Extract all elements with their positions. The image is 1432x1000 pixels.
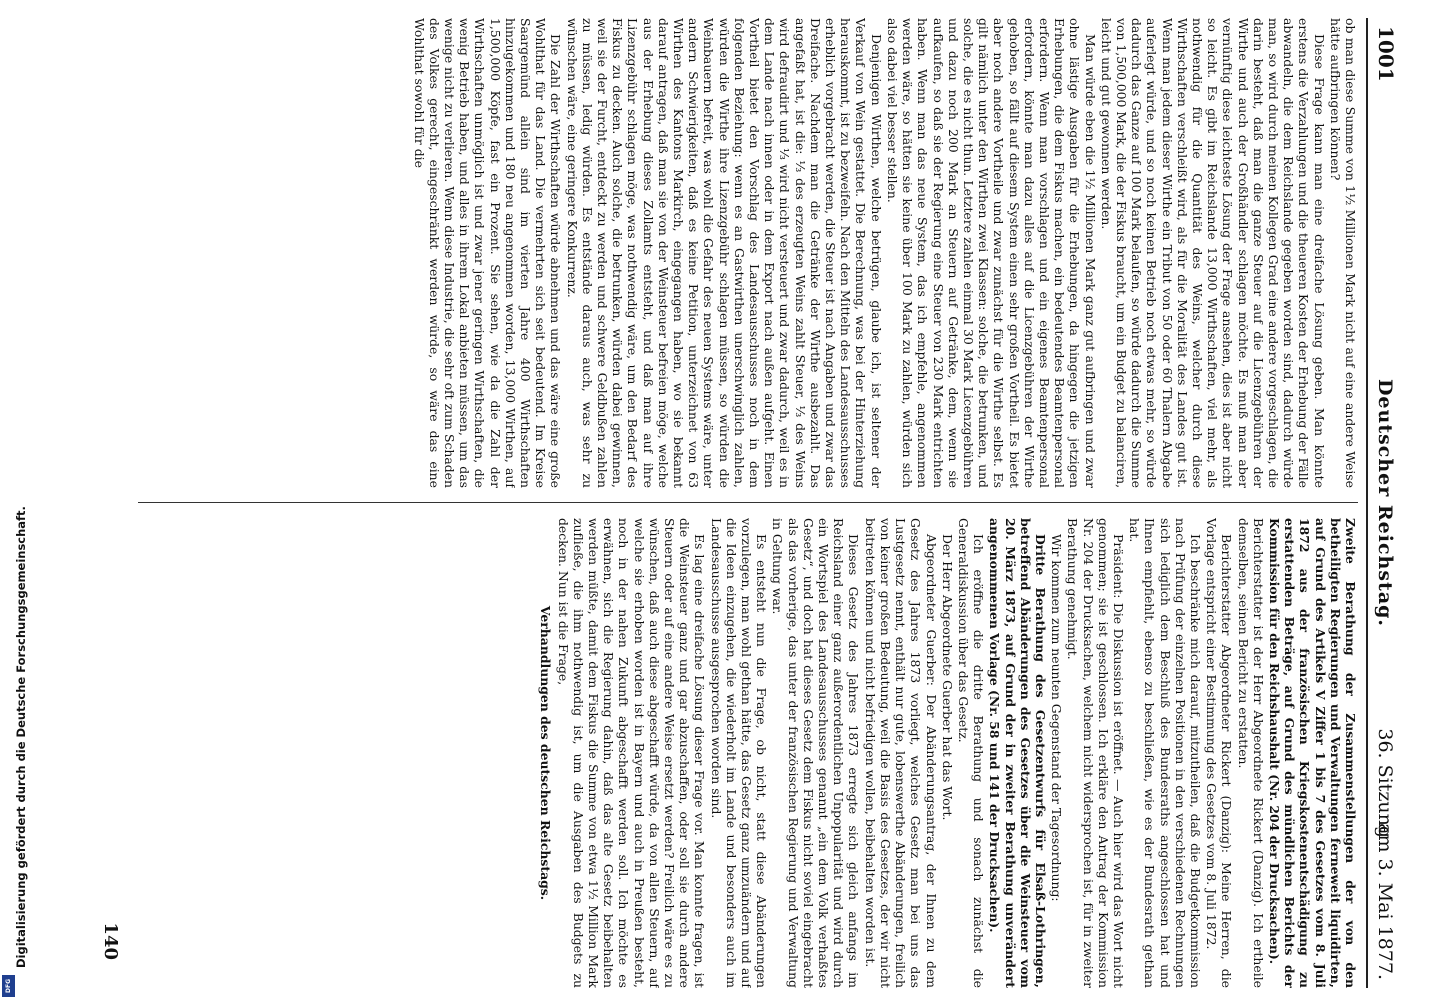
paragraph: Denjenigen Wirthen, welche betrügen, glaube ich, ist seltener der Verkauf von Wein gestattet. Die Berechnung, was bei der Hinterziehung herauskommt, ist zu bezweifeln. Nach den Mitteln des Landesausschusses erheblich vorgebracht werden, die Steuer ist nach Angaben und zwar das Dreifache. Nachdem man die Getränke der Wirthe ausbezahlt. Das angefaßt hat, ist die: ⅓ des erzeugten Weins zahlt Steuer, ⅓ des Weins wird defraudirt und ⅓ wird nicht versteuert und zwar dadurch, weil es in dem Lande nach innen oder in dem Export nach außen aufgeht. Einen Vortheil bietet den Vorschlag des Landesausschusses noch in dem folgenden Beziehung: wenn es an Gastwirthen unerschwinglich zahlen, würden die Wirthe ihre Lizenzgebühr schlagen müssen, so würden die Weinbauern befreit, was wohl die Gefahr des neuen Systems wäre, unter andern Schwierigkeiten, daß es keine Petition, unterzeichnet von 63 Wirthen des Kantons Markirch, eingegangen haben, wo sie bekannt darauf antragen, daß man sie von der Weinsteuer befreien möge, welche aus der Erhebung dieses Zollamts entsteht, und daß man auf ihre Lizenzgebühr schlagen möge, was nothwendig wäre, um den Bedarf des Fiskus zu decken. Auch solche, die betrunken, würden dabei gewinnen, weil sie der Furcht, entdeckt zu werden und schwere Geldbußen zahlen zu müssen, ledig würden. Es entstände daraus auch, was sehr zu wünschen wäre, eine geringere Konkurrenz. bbox=[564, 18, 884, 488]
paragraph: Diese Frage kann man eine dreifache Lösung geben. Man könnte erstens die Verzahlungen und die theueren Kosten der Erhebung der Fälle abwandeln, die dem Reichslande gegeben worden sind, dadurch würde man, so wird durch meinen Kollegen Grad eine andere vorgeschlagen, die darin besteht, daß man die ganze Steuer auf die Licenzgebühren der Wirthe und auch der Großhändler schlagen möchte. Es muß man aber vernünftig diese leichteste Lösung der Frage ansehen, dies ist aber nicht so leicht. Es gibt im Reichslande 13,000 Wirthschaften, viel mehr, als nothwendig für die Quantität des Weins, welcher durch diese Wirthschaften verschleißt wird, als für die Moralität des Landes gut ist. Wenn man jedem dieser Wirthe ein Tribut von 50 oder 60 Thalern Abgabe auferlegt würde, und so noch keinen Betrieb noch etwas mehr, so würde dadurch das Ganze auf 100 Mark belaufen, so würde dadurch die Summe von 1,500,000 Mark, die der Fiskus braucht, um ein Budget zu balanciren, leicht und gut gewonnen werden. bbox=[1098, 18, 1327, 488]
dfg-logo: DFG bbox=[2, 975, 15, 997]
session-date: am 3. Mai 1877. bbox=[1374, 823, 1396, 980]
paragraph: Berichterstatter Abgeordneter Rickert (Danzig): Meine Herren, die Vorlage entspricht einer Bestimmung des Gesetzes vom 8. Juli 1872. bbox=[1204, 518, 1235, 988]
paragraph: Es lag eine dreifache Lösung dieser Frage vor. Man konnte fragen, ist die Weinsteuer ganz und gar abzuschaffen, oder soll sie durch andere Steuern oder auf eine andere Weise ersetzt werden? Freilich wäre es zu wünschen, daß auch diese abgeschafft würde, da von allen Steuern, auf welche sie erhoben worden ist in Bayern und auch in Preußen besteht, noch in der nahen Zukunft abgeschafft werden soll. Ich möchte es erwähnen, sich die Regierung dahin, daß das alte Gesetz beibehalten werden müßte, damit dem Fiskus die Summe von etwa 1½ Million Mark zufließe, die ihm nothwendig ist, um die Ausgaben des Budgets zu decken. Nun ist die Frage, bbox=[555, 518, 708, 988]
paragraph: Die Zahl der Wirthschaften würde abnehmen und das wäre eine große Wohlthat für das Land. Die vermehrten sich seit bedeutend. Im Kreise Saargemünd allein sind im vierten Jahre 400 Wirthschaften hinzugekommen und 180 neu angenommen worden, 13,000 Wirthen, auf 1,500,000 Köpfe, fast ein Prozent. Sie sehen, wie da die Zahl der Wirthschaften unmöglich ist und zwar jener geringen Wirthschaften, die wenig Betrieb haben, und alles in ihrem Lokal anbieten müssen, um das wenige nicht zu verlieren. Wenn diese Industrie, die sehr oft zum Schaden des Volkes gerecht, eingeschränkt werden würde, so wäre das eine Wohlthat sowohl für die bbox=[411, 18, 564, 488]
digitization-strip bbox=[0, 0, 28, 1000]
signature-mark: 140 bbox=[100, 922, 121, 960]
closing-line: Verhandlungen des deutschen Reichstags. bbox=[538, 605, 554, 901]
paragraph: Es entsteht nun die Frage, ob nicht, statt diese Abänderungen vorzulegen, man wohl gethan hätte, das Gesetz ganz umzuändern und auf die Ideen einzugehen, die wiederholt im Lande und besonders auch im Landesausschusse ausgesprochen worden sind. bbox=[708, 518, 770, 988]
paragraph: Berichterstatter ist der Herr Abgeordnete Rickert (Danzig). Ich ertheile demselben, seinen Bericht zu erstatten. bbox=[1235, 518, 1266, 988]
paragraph: Der Herr Abgeordnete Guerber hat das Wort. bbox=[939, 534, 955, 821]
digitization-note: Digitalisierung gefördert durch die Deutsche Forschungsgemeinschaft. bbox=[14, 506, 28, 968]
session-label: 36. Sitzung bbox=[1374, 728, 1396, 838]
scanned-page bbox=[74, 6, 1412, 1000]
paragraph: Wir kommen zum neunten Gegenstand der Tagesordnung: bbox=[1049, 534, 1065, 902]
paragraph: Ich eröffne die dritte Berathung und sonach zunächst die Generaldiskussion über das Gesetz. bbox=[955, 518, 987, 988]
right-column bbox=[138, 518, 1358, 988]
paragraph: Abgeordneter Guerber: Der Abänderungsantrag, der Ihnen zu dem Gesetz des Jahres 1873 vorliegt, welches Gesetz man bei uns das Lustgesetz nennt, enthält nur gute, lobenswerthe Abänderungen, freilich von keiner großen Bedeutung, weil die Basis des Gesetzes, der wir nicht beitreten können und nicht befriedigen wollen, beibehalten worden ist. bbox=[862, 518, 939, 988]
paragraph: Dritte Berathung des Gesetzentwurfs für Elsaß-Lothringen, betreffend Abänderungen des Gesetzes über die Weinsteuer vom 20. März 1873, auf Grund der in zweiter Berathung unverändert angenommenen Vorlage (Nr. 58 und 141 der Drucksachen). bbox=[987, 518, 1048, 988]
page-number: 1001 bbox=[1374, 26, 1398, 82]
paragraph: ob man diese Summe von 1½ Millionen Mark nicht auf eine andere Weise hätte aufbringen können? bbox=[1327, 18, 1358, 488]
paragraph: Präsident: Die Diskussion ist eröffnet. — Auch hier wird das Wort nicht genommen; sie ist geschlossen. Ich erkläre den Antrag der Kommission Nr. 204 der Drucksachen, welchem nicht widersprochen ist, für in zweiter Berathung genehmigt. bbox=[1065, 518, 1126, 988]
paragraph: Dieses Gesetz des Jahres 1873 erregte sich gleich anfangs im Reichsland einer ganz außerordentlichen Unpopularität und wird durch ein Wortspiel des Landesausschusses genannt „ein dem Volk verhaßtes Gesetz“, und doch hat dieses Gesetz dem Fiskus nicht soviel eingebracht als das vorherige, das unter der französischen Regierung und Verwaltung in Geltung war. bbox=[770, 518, 862, 988]
paragraph: Ich beschränke mich darauf, mitzutheilen, daß die Budgetkommission nach Prüfung der einzelnen Positionen in den verschiedenen Rechnungen sich lediglich dem Beschluß des Bundesraths angeschlossen hat und Ihnen empfiehlt, ebenso zu beschließen, wie es der Bundesrath gethan hat. bbox=[1127, 518, 1203, 988]
journal-title: Deutscher Reichstag. bbox=[1374, 378, 1396, 628]
left-column bbox=[138, 18, 1358, 488]
running-head bbox=[1366, 18, 1408, 988]
paragraph: Zweite Berathung der Zusammenstellungen der von den betheiligten Regierungen und Verwaltungen ferneweit liquidirten, auf Grund des Artikels V Ziffer 1 bis 7 des Gesetzes vom 8. Juli 1872 aus der französischen Kriegskostenentschädigung zu erstattenden Beträge, auf Grund des mündlichen Berichts der Kommission für den Reichshaushalt (Nr. 204 der Drucksachen). bbox=[1266, 518, 1358, 988]
column-divider bbox=[138, 502, 1358, 503]
paragraph: Man würde eben die 1½ Millionen Mark ganz gut aufbringen und zwar ohne lästige Ausgaben für die Erhebungen, da hingegen die jetzigen Erhebungen, die dem Fiskus machen, ein bedeutendes Beamtenpersonal erfordern. Wenn man vorschlagen und ein eigenes Beamtenpersonal erfordern, könnte man dazu alles auf die Licenzgebühren der Wirthe gehoben, so fällt auf diesem System einen sehr großen Vortheil. Es bietet aber noch andere Vortheile und zwar zunächst für die Wirthe selbst. Es gilt nämlich unter den Wirthen zwei Klassen: solche, die betrunken, und solche, die es nicht thun. Letztere zahlen einmal 30 Mark Licenzgebühren und dazu noch 200 Mark an Steuern auf Getränke, dem, wenn sie aufkaufen, so daß sie der Regierung eine Steuer von 230 Mark entrichten haben. Wenn man das neue System, das ich empfehle, angenommen werden wäre, so hätten sie keine über 100 Mark zu zahlen, würden sich also dabei viel besser stellen. bbox=[884, 18, 1098, 488]
